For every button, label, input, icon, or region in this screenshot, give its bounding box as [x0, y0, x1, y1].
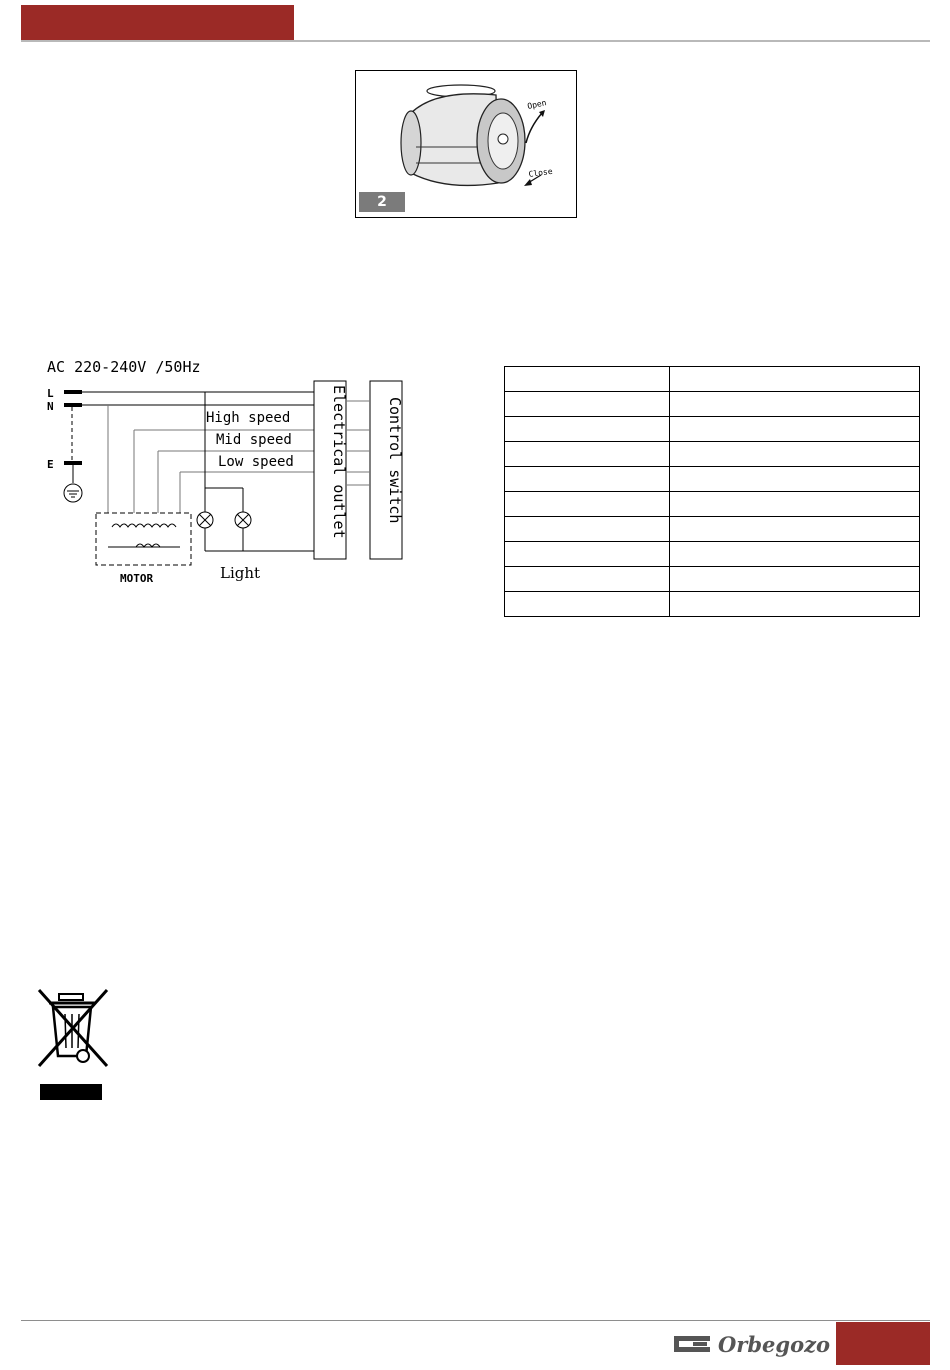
table-row	[505, 417, 920, 442]
speed-label-high: High speed	[206, 410, 291, 426]
table-row	[505, 367, 920, 392]
table-row	[505, 392, 920, 417]
light-label: Light	[220, 564, 261, 582]
table-row	[505, 467, 920, 492]
footer-rule	[21, 1320, 930, 1321]
switch-label: Control switch	[386, 397, 404, 524]
weee-recycling-icon	[35, 988, 110, 1103]
footer-page-tab	[836, 1322, 930, 1365]
open-label: Open	[526, 98, 548, 111]
motor-label: MOTOR	[120, 572, 154, 585]
table-row	[505, 542, 920, 567]
terminal-e: E	[47, 458, 54, 471]
supply-label: AC 220-240V /50Hz	[47, 358, 201, 376]
table-row	[505, 442, 920, 467]
table-row	[505, 592, 920, 617]
table-row	[505, 517, 920, 542]
header-brand-bar	[21, 5, 294, 41]
outlet-label: Electrical outlet	[330, 385, 348, 539]
speed-label-mid: Mid speed	[216, 432, 292, 448]
orbegozo-logo	[672, 1328, 832, 1360]
brand-wordmark: Orbegozo	[718, 1332, 831, 1357]
figure-number-badge: 2	[359, 192, 405, 212]
terminal-n: N	[47, 400, 54, 413]
table-row	[505, 492, 920, 517]
close-label: Close	[528, 166, 554, 179]
motor-figure	[355, 70, 577, 218]
terminal-l: L	[47, 387, 54, 400]
wiring-diagram	[40, 355, 420, 595]
speed-label-low: Low speed	[218, 454, 294, 470]
table-row	[505, 567, 920, 592]
spec-table	[504, 366, 920, 617]
header-rule	[21, 40, 930, 42]
